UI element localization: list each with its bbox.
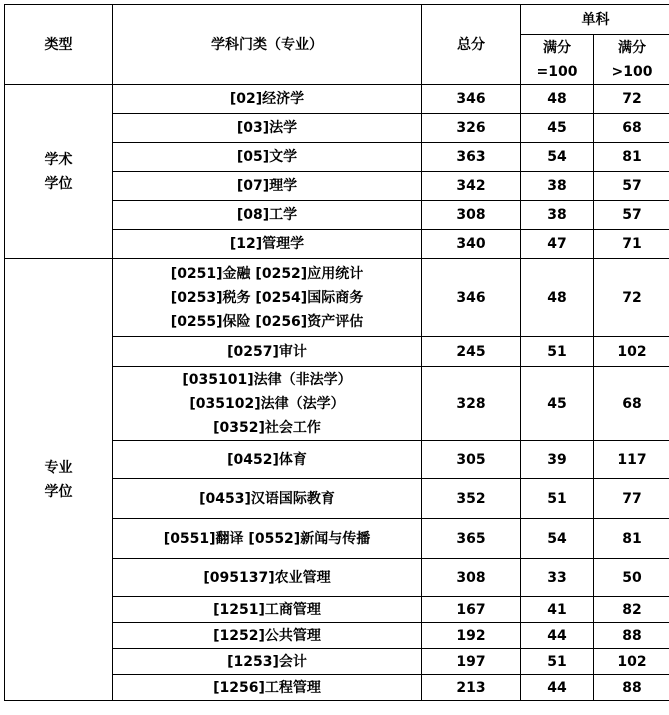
- row-type-cell: [5, 85, 113, 259]
- single-over100-cell: 102: [594, 649, 669, 675]
- single-over100-cell: 81: [594, 519, 669, 559]
- row-type-cell: [5, 259, 113, 701]
- subject-cell: [113, 519, 422, 559]
- subject-label: [05]文学: [236, 149, 298, 165]
- single-over100-cell: 77: [594, 479, 669, 519]
- total-score-cell: 245: [422, 337, 521, 367]
- total-score-cell: 197: [422, 649, 521, 675]
- single-full100-cell: 47: [521, 230, 594, 259]
- subject-label: [0253]税务 [0254]国际商务: [170, 289, 364, 306]
- single-over100-cell: 68: [594, 367, 669, 441]
- subject-cell: [113, 597, 422, 623]
- single-full100-cell: 33: [521, 559, 594, 597]
- total-score-cell: 342: [422, 172, 521, 201]
- subject-cell: [113, 675, 422, 701]
- type-label: 学位: [44, 483, 73, 500]
- subject-cell: [113, 337, 422, 367]
- subject-label: [0452]体育: [227, 451, 307, 468]
- single-full100-cell: 54: [521, 143, 594, 172]
- total-score-cell: 308: [422, 559, 521, 597]
- table-header: [5, 5, 669, 85]
- single-over100-cell: 81: [594, 143, 669, 172]
- subject-cell: [113, 649, 422, 675]
- subject-cell: [113, 201, 422, 230]
- table-row: [5, 259, 669, 337]
- subject-cell: [113, 114, 422, 143]
- total-score-cell: 346: [422, 85, 521, 114]
- single-full100-cell: 54: [521, 519, 594, 559]
- header-type: 类型: [5, 5, 113, 85]
- total-score-cell: 340: [422, 230, 521, 259]
- single-full100-cell: 51: [521, 649, 594, 675]
- single-over100-cell: 68: [594, 114, 669, 143]
- subject-label: [08]工学: [236, 207, 298, 223]
- type-label: 学位: [44, 175, 73, 192]
- subject-label: [02]经济学: [229, 91, 305, 107]
- total-score-cell: 167: [422, 597, 521, 623]
- total-score-cell: 352: [422, 479, 521, 519]
- subject-cell: [113, 172, 422, 201]
- header-subject: 学科门类（专业）: [113, 5, 422, 85]
- single-full100-cell: 41: [521, 597, 594, 623]
- total-score-cell: 326: [422, 114, 521, 143]
- single-over100-cell: 82: [594, 597, 669, 623]
- subject-cell: [113, 259, 422, 337]
- subject-label: [0551]翻译 [0552]新闻与传播: [163, 530, 371, 547]
- subject-label: [1253]会计: [227, 653, 307, 670]
- total-score-cell: 213: [422, 675, 521, 701]
- single-full100-cell: 45: [521, 114, 594, 143]
- table-body: [5, 85, 669, 701]
- single-over100-cell: 72: [594, 259, 669, 337]
- subject-label: [035102]法律（法学）: [189, 395, 345, 412]
- subject-label: [12]管理学: [229, 236, 305, 252]
- total-score-cell: 308: [422, 201, 521, 230]
- single-full100-cell: 48: [521, 259, 594, 337]
- single-full100-cell: 44: [521, 623, 594, 649]
- table-row: [5, 85, 669, 114]
- total-score-cell: 192: [422, 623, 521, 649]
- header-total: 总分: [422, 5, 521, 85]
- total-score-cell: 346: [422, 259, 521, 337]
- single-over100-cell: 57: [594, 201, 669, 230]
- subject-cell: [113, 143, 422, 172]
- single-full100-cell: 39: [521, 441, 594, 479]
- single-full100-cell: 48: [521, 85, 594, 114]
- subject-label: [1252]公共管理: [213, 627, 321, 644]
- subject-cell: [113, 623, 422, 649]
- subject-label: [0251]金融 [0252]应用统计: [170, 265, 364, 282]
- header-single: 单科: [521, 5, 669, 35]
- single-full100-cell: 51: [521, 479, 594, 519]
- subject-label: [07]理学: [236, 178, 298, 194]
- subject-label: [03]法学: [236, 120, 298, 136]
- total-score-cell: 305: [422, 441, 521, 479]
- subject-cell: [113, 441, 422, 479]
- subject-cell: [113, 230, 422, 259]
- type-label: 专业: [44, 459, 73, 476]
- single-full100-cell: 38: [521, 201, 594, 230]
- single-full100-cell: 44: [521, 675, 594, 701]
- single-over100-cell: 102: [594, 337, 669, 367]
- total-score-cell: 328: [422, 367, 521, 441]
- subject-cell: [113, 479, 422, 519]
- single-over100-cell: 88: [594, 675, 669, 701]
- header-full100: 满分 =100: [521, 35, 594, 85]
- subject-label: [1251]工商管理: [213, 601, 321, 618]
- subject-label: [0352]社会工作: [213, 419, 321, 436]
- single-over100-cell: 71: [594, 230, 669, 259]
- subject-cell: [113, 367, 422, 441]
- type-label: 学术: [44, 151, 73, 168]
- subject-label: [0453]汉语国际教育: [199, 490, 335, 507]
- header-over100: 满分 >100: [594, 35, 669, 85]
- subject-label: [0255]保险 [0256]资产评估: [170, 313, 364, 330]
- total-score-cell: 365: [422, 519, 521, 559]
- single-over100-cell: 88: [594, 623, 669, 649]
- single-full100-cell: 38: [521, 172, 594, 201]
- subject-cell: [113, 559, 422, 597]
- single-over100-cell: 50: [594, 559, 669, 597]
- single-full100-cell: 51: [521, 337, 594, 367]
- score-table: [4, 4, 669, 701]
- subject-cell: [113, 85, 422, 114]
- total-score-cell: 363: [422, 143, 521, 172]
- subject-label: [1256]工程管理: [213, 679, 321, 696]
- single-full100-cell: 45: [521, 367, 594, 441]
- single-over100-cell: 72: [594, 85, 669, 114]
- single-over100-cell: 57: [594, 172, 669, 201]
- subject-label: [095137]农业管理: [203, 569, 331, 586]
- single-over100-cell: 117: [594, 441, 669, 479]
- subject-label: [0257]审计: [227, 343, 307, 360]
- subject-label: [035101]法律（非法学）: [182, 371, 352, 388]
